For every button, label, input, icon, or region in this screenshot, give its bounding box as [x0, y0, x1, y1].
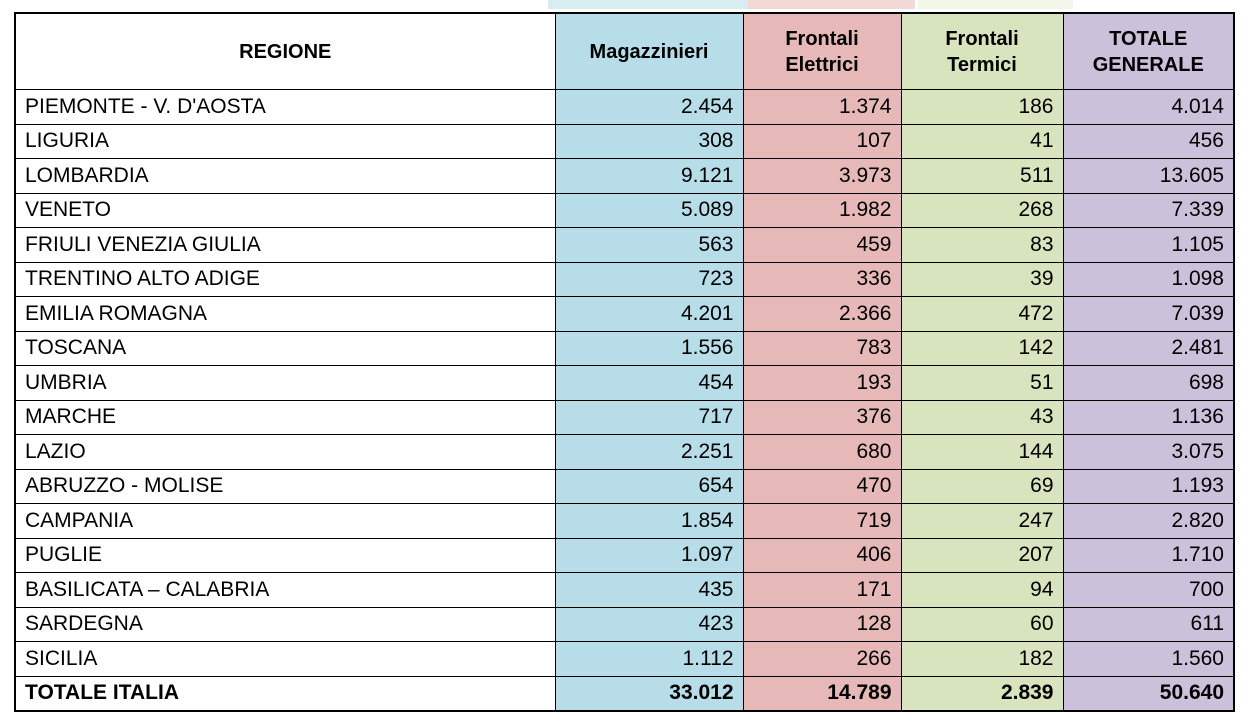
- magazzinieri-cell: 4.201: [555, 297, 743, 332]
- region-cell: SARDEGNA: [15, 607, 555, 642]
- table-row: [15, 573, 1234, 608]
- frontali-termici-cell: 268: [901, 193, 1063, 228]
- table-row: [15, 366, 1234, 401]
- total-label-cell: TOTALE ITALIA: [15, 676, 555, 711]
- region-cell: LOMBARDIA: [15, 159, 555, 194]
- region-cell: VENETO: [15, 193, 555, 228]
- magazzinieri-cell: 454: [555, 366, 743, 401]
- region-cell: LAZIO: [15, 435, 555, 470]
- frontali-elettrici-cell: 193: [743, 366, 901, 401]
- frontali-termici-cell: 511: [901, 159, 1063, 194]
- magazzinieri-cell: 435: [555, 573, 743, 608]
- total-frontali-termici-cell: 2.839: [901, 676, 1063, 711]
- totale-generale-cell: 13.605: [1063, 159, 1234, 194]
- frontali-termici-cell: 83: [901, 228, 1063, 263]
- magazzinieri-cell: 1.556: [555, 331, 743, 366]
- cropped-cell-sliver-blue: [548, 0, 748, 9]
- region-cell: EMILIA ROMAGNA: [15, 297, 555, 332]
- magazzinieri-cell: 563: [555, 228, 743, 263]
- frontali-elettrici-cell: 107: [743, 124, 901, 159]
- region-cell: FRIULI VENEZIA GIULIA: [15, 228, 555, 263]
- region-cell: TOSCANA: [15, 331, 555, 366]
- magazzinieri-cell: 654: [555, 469, 743, 504]
- region-cell: MARCHE: [15, 400, 555, 435]
- region-cell: BASILICATA – CALABRIA: [15, 573, 555, 608]
- table-row: [15, 642, 1234, 677]
- header-magazzinieri: Magazzinieri: [555, 13, 743, 90]
- region-cell: CAMPANIA: [15, 504, 555, 539]
- table-row: [15, 262, 1234, 297]
- totale-generale-cell: 698: [1063, 366, 1234, 401]
- totale-generale-cell: 2.820: [1063, 504, 1234, 539]
- totale-generale-cell: 7.339: [1063, 193, 1234, 228]
- magazzinieri-cell: 717: [555, 400, 743, 435]
- table-row: [15, 400, 1234, 435]
- magazzinieri-cell: 1.112: [555, 642, 743, 677]
- cropped-cell-sliver-pink: [748, 0, 915, 9]
- table-row: [15, 297, 1234, 332]
- frontali-termici-cell: 41: [901, 124, 1063, 159]
- totale-generale-cell: 1.710: [1063, 538, 1234, 573]
- frontali-elettrici-cell: 1.374: [743, 90, 901, 125]
- totale-generale-cell: 1.098: [1063, 262, 1234, 297]
- region-cell: PUGLIE: [15, 538, 555, 573]
- frontali-elettrici-cell: 171: [743, 573, 901, 608]
- cropped-cell-sliver-green: [918, 0, 1073, 9]
- magazzinieri-cell: 1.097: [555, 538, 743, 573]
- frontali-termici-cell: 247: [901, 504, 1063, 539]
- frontali-elettrici-cell: 1.982: [743, 193, 901, 228]
- table-row: [15, 538, 1234, 573]
- header-row: [15, 13, 1234, 90]
- magazzinieri-cell: 2.454: [555, 90, 743, 125]
- frontali-elettrici-cell: 459: [743, 228, 901, 263]
- frontali-elettrici-cell: 783: [743, 331, 901, 366]
- region-cell: LIGURIA: [15, 124, 555, 159]
- frontali-elettrici-cell: 406: [743, 538, 901, 573]
- region-cell: UMBRIA: [15, 366, 555, 401]
- total-totale-generale-cell: 50.640: [1063, 676, 1234, 711]
- totale-generale-cell: 3.075: [1063, 435, 1234, 470]
- frontali-elettrici-cell: 680: [743, 435, 901, 470]
- totale-generale-cell: 1.136: [1063, 400, 1234, 435]
- header-totale-generale: TOTALE GENERALE: [1063, 13, 1234, 90]
- frontali-termici-cell: 207: [901, 538, 1063, 573]
- frontali-elettrici-cell: 2.366: [743, 297, 901, 332]
- region-cell: TRENTINO ALTO ADIGE: [15, 262, 555, 297]
- table-row: [15, 469, 1234, 504]
- totale-generale-cell: 456: [1063, 124, 1234, 159]
- frontali-elettrici-cell: 128: [743, 607, 901, 642]
- total-frontali-elettrici-cell: 14.789: [743, 676, 901, 711]
- region-cell: ABRUZZO - MOLISE: [15, 469, 555, 504]
- frontali-elettrici-cell: 266: [743, 642, 901, 677]
- table-row: [15, 331, 1234, 366]
- frontali-elettrici-cell: 376: [743, 400, 901, 435]
- table-row: [15, 90, 1234, 125]
- totale-generale-cell: 611: [1063, 607, 1234, 642]
- frontali-termici-cell: 51: [901, 366, 1063, 401]
- table-row: [15, 504, 1234, 539]
- magazzinieri-cell: 423: [555, 607, 743, 642]
- magazzinieri-cell: 2.251: [555, 435, 743, 470]
- table-row: [15, 228, 1234, 263]
- frontali-termici-cell: 69: [901, 469, 1063, 504]
- frontali-termici-cell: 142: [901, 331, 1063, 366]
- magazzinieri-cell: 9.121: [555, 159, 743, 194]
- magazzinieri-cell: 5.089: [555, 193, 743, 228]
- totale-generale-cell: 1.105: [1063, 228, 1234, 263]
- totale-generale-cell: 700: [1063, 573, 1234, 608]
- frontali-termici-cell: 472: [901, 297, 1063, 332]
- regions-table: [14, 12, 1235, 712]
- table-row: [15, 607, 1234, 642]
- region-cell: PIEMONTE - V. D'AOSTA: [15, 90, 555, 125]
- table-row: [15, 435, 1234, 470]
- total-magazzinieri-cell: 33.012: [555, 676, 743, 711]
- frontali-termici-cell: 182: [901, 642, 1063, 677]
- frontali-elettrici-cell: 336: [743, 262, 901, 297]
- frontali-termici-cell: 60: [901, 607, 1063, 642]
- total-row: [15, 676, 1234, 711]
- magazzinieri-cell: 308: [555, 124, 743, 159]
- frontali-elettrici-cell: 470: [743, 469, 901, 504]
- magazzinieri-cell: 723: [555, 262, 743, 297]
- table-row: [15, 193, 1234, 228]
- header-frontali-elettrici: Frontali Elettrici: [743, 13, 901, 90]
- frontali-termici-cell: 39: [901, 262, 1063, 297]
- frontali-termici-cell: 144: [901, 435, 1063, 470]
- header-regione: REGIONE: [15, 13, 555, 90]
- region-cell: SICILIA: [15, 642, 555, 677]
- frontali-elettrici-cell: 3.973: [743, 159, 901, 194]
- table-row: [15, 124, 1234, 159]
- totale-generale-cell: 1.193: [1063, 469, 1234, 504]
- totale-generale-cell: 1.560: [1063, 642, 1234, 677]
- magazzinieri-cell: 1.854: [555, 504, 743, 539]
- frontali-termici-cell: 94: [901, 573, 1063, 608]
- table-row: [15, 159, 1234, 194]
- totale-generale-cell: 4.014: [1063, 90, 1234, 125]
- totale-generale-cell: 7.039: [1063, 297, 1234, 332]
- header-frontali-termici: Frontali Termici: [901, 13, 1063, 90]
- totale-generale-cell: 2.481: [1063, 331, 1234, 366]
- frontali-elettrici-cell: 719: [743, 504, 901, 539]
- frontali-termici-cell: 43: [901, 400, 1063, 435]
- frontali-termici-cell: 186: [901, 90, 1063, 125]
